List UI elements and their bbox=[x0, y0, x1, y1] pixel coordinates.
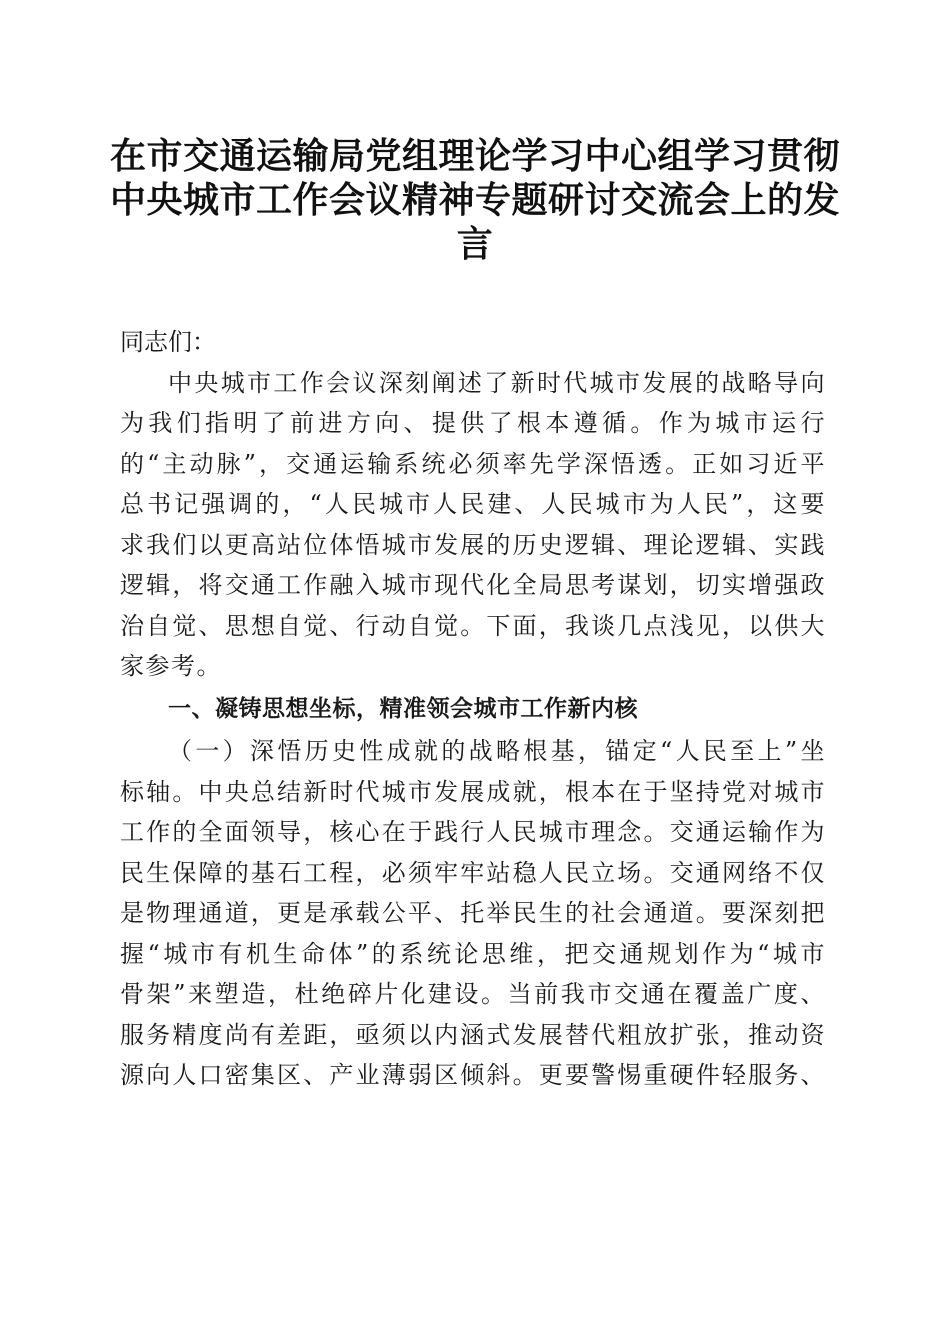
document-title bbox=[110, 134, 840, 266]
subsection-line-4: 民生保障的基石工程，必须牢牢站稳人民立场。交通网络不仅 bbox=[120, 858, 826, 887]
subsection-line-8: 服务精度尚有差距，亟须以内涵式发展替代粗放扩张，推动资 bbox=[120, 1020, 826, 1049]
intro-line-2: 为我们指明了前进方向、提供了根本遵循。作为城市运行 bbox=[120, 409, 826, 437]
section-one-heading: 一、凝铸思想坐标，精准领会城市工作新内核 bbox=[168, 695, 638, 722]
title-line-1: 在市交通运输局党组理论学习中心组学习贯彻 bbox=[110, 135, 841, 177]
intro-line-5: 求我们以更高站位体悟城市发展的历史逻辑、理论逻辑、实践 bbox=[120, 530, 826, 559]
intro-line-4: 总书记强调的，“人民城市人民建、人民城市为人民”，这要 bbox=[120, 490, 826, 518]
intro-paragraph bbox=[120, 363, 830, 687]
intro-line-3: 的“主动脉”，交通运输系统必须率先学深悟透。正如习近平 bbox=[120, 449, 826, 478]
subsection-one-paragraph bbox=[120, 731, 830, 1096]
document-body bbox=[120, 322, 830, 1096]
intro-line-1: 中央城市工作会议深刻阐述了新时代城市发展的战略导向 bbox=[168, 368, 826, 397]
salutation: 同志们： bbox=[120, 328, 216, 356]
subsection-line-3: 工作的全面领导，核心在于践行人民城市理念。交通运输作为 bbox=[120, 818, 826, 846]
intro-line-6: 逻辑，将交通工作融入城市现代化全局思考谋划，切实增强政 bbox=[120, 571, 826, 599]
intro-line-7: 治自觉、思想自觉、行动自觉。下面，我谈几点浅见，以供大 bbox=[120, 611, 826, 640]
title-line-3: 言 bbox=[456, 223, 494, 265]
subsection-line-7: 骨架”来塑造，杜绝碎片化建设。当前我市交通在覆盖广度、 bbox=[120, 980, 826, 1008]
subsection-line-2: 标轴。中央总结新时代城市发展成就，根本在于坚持党对城市 bbox=[120, 777, 826, 806]
title-line-2: 中央城市工作会议精神专题研讨交流会上的发 bbox=[110, 179, 841, 221]
subsection-line-9: 源向人口密集区、产业薄弱区倾斜。更要警惕重硬件轻服务、 bbox=[120, 1061, 826, 1089]
subsection-line-6: 握“城市有机生命体”的系统论思维，把交通规划作为“城市 bbox=[120, 939, 826, 968]
intro-line-8: 家参考。 bbox=[120, 652, 222, 680]
subsection-line-5: 是物理通道，更是承载公平、托举民生的社会通道。要深刻把 bbox=[120, 899, 826, 927]
subsection-line-1: （一）深悟历史性成就的战略根基，锚定“人民至上”坐 bbox=[168, 737, 826, 765]
